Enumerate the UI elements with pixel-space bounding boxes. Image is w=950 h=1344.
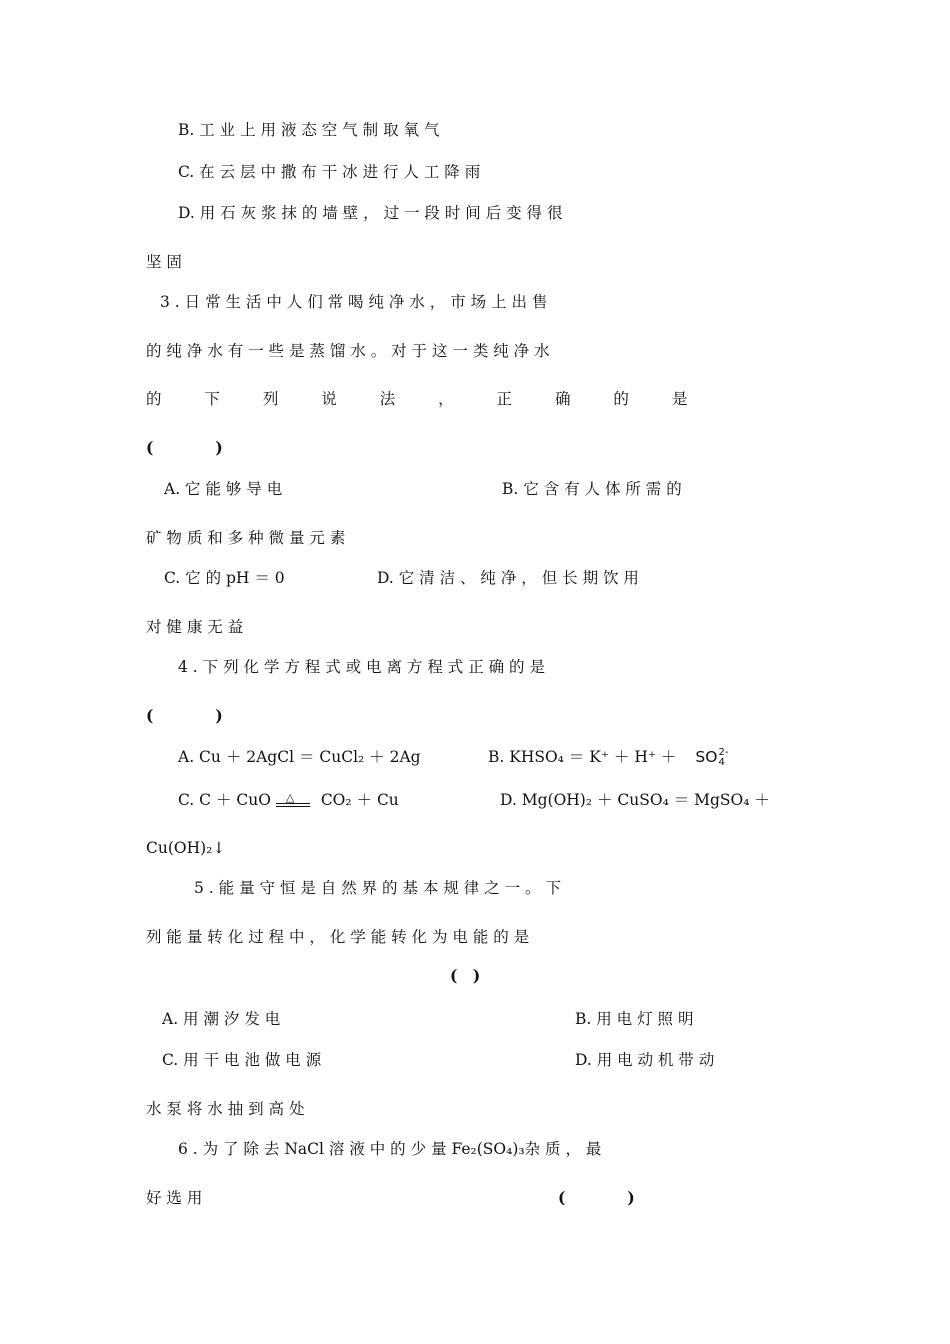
q6-stem-line1: 6 . 为 了 除 去 NaCl 溶 液 中 的 少 量 Fe₂(SO₄)₃杂 质 ， 最 [178,1140,602,1158]
q4-stem-line1: 4 . 下 列 化 学 方 程 式 或 电 离 方 程 式 正 确 的 是 [178,658,545,676]
q3-stem-line3 [146,387,687,411]
sulfate-ion-charge: 2- [718,746,729,758]
q3-answer-paren: ( ) [146,438,223,457]
q4-option-c [178,788,399,812]
q5-option-a: A. 用 潮 汐 发 电 [162,1010,281,1028]
q3-stem-line2: 的 纯 净 水 有 一 些 是 蒸 馏 水 。 对 于 这 一 类 纯 净 水 [146,342,550,360]
q3-option-a: A. 它 能 够 导 电 [164,480,283,498]
q3-stem-line3-text: 的 下 列 说 法 ， 正 确 的 是 [146,390,688,408]
q4-option-c-reactants: C. C ＋ CuO [178,791,271,809]
q6-stem-line2: 好 选 用 [146,1189,203,1207]
q4-option-b-text: B. KHSO₄ ＝ K⁺ ＋ H⁺ ＋ [488,748,677,766]
q4-answer-paren: ( ) [146,706,223,725]
q5-option-d-line1: D. 用 电 动 机 带 动 [575,1051,715,1069]
q4-option-a: A. Cu ＋ 2AgCl ＝ CuCl₂ ＋ 2Ag [178,748,421,766]
q2-option-b: B. 工 业 上 用 液 态 空 气 制 取 氧 气 [178,121,440,139]
sulfate-ion-base: SO [695,748,718,766]
q2-option-d-line1: D. 用 石 灰 浆 抹 的 墙 壁 ， 过 一 段 时 间 后 变 得 很 [178,204,563,222]
q6-answer-paren: ( ) [558,1188,635,1207]
q3-option-d-line1: D. 它 清 洁 、 纯 净 ， 但 长 期 饮 用 [377,569,639,587]
q3-option-d-line2: 对 健 康 无 益 [146,618,244,636]
q5-option-d-line2: 水 泵 将 水 抽 到 高 处 [146,1100,305,1118]
q4-option-c-products: CO₂ ＋ Cu [320,791,399,809]
q3-option-b-line1: B. 它 含 有 人 体 所 需 的 [502,480,682,498]
q2-option-c: C. 在 云 层 中 撒 布 干 冰 进 行 人 工 降 雨 [178,163,481,181]
q3-option-c: C. 它 的 pH ＝ 0 [164,569,285,587]
q2-option-d-line2: 坚 固 [146,253,182,271]
q5-answer-paren: ( ) [450,966,481,985]
q5-option-c: C. 用 干 电 池 做 电 源 [162,1051,322,1069]
q5-option-b: B. 用 电 灯 照 明 [575,1010,694,1028]
q4-option-d-line1: D. Mg(OH)₂ ＋ CuSO₄ ＝ MgSO₄ ＋ [500,791,770,809]
sulfate-ion [695,745,728,769]
sulfate-ion-subscript: 4 [718,756,725,768]
q3-option-b-line2: 矿 物 质 和 多 种 微 量 元 素 [146,529,346,547]
heating-condition-icon: △ [276,794,310,808]
q5-stem-line1: 5 . 能 量 守 恒 是 自 然 界 的 基 本 规 律 之 一 。 下 [194,879,561,897]
q4-option-d-line2: Cu(OH)₂↓ [146,839,226,857]
q5-stem-line2: 列 能 量 转 化 过 程 中 ， 化 学 能 转 化 为 电 能 的 是 [146,928,530,946]
q4-option-b [488,745,728,769]
q3-stem-line1: 3 . 日 常 生 活 中 人 们 常 喝 纯 净 水 ， 市 场 上 出 售 [160,293,548,311]
